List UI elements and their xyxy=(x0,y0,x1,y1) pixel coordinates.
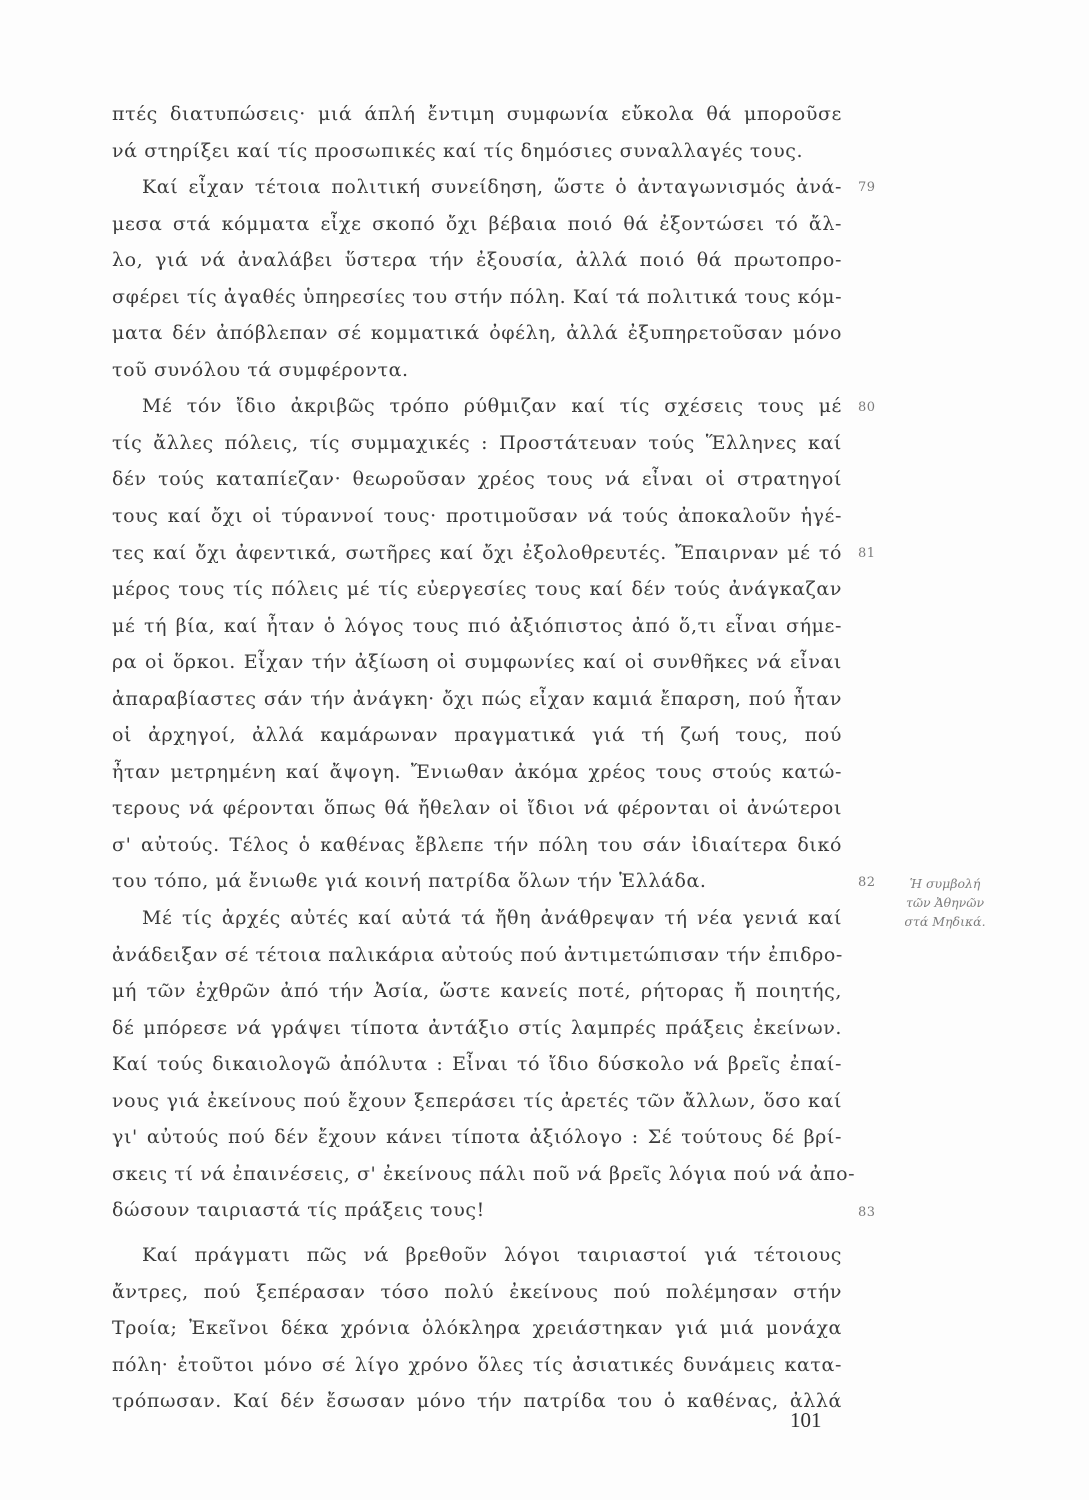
text-line: νους γιά ἐκείνους πού ἔχουν ξεπεράσει τίς ἀρετές τῶν ἄλλων, ὅσο καί xyxy=(112,1089,842,1112)
text-line: Καί πράγματι πῶς νά βρεθοῦν λόγοι ταιριαστοί γιά τέτοιους xyxy=(142,1243,842,1266)
text-line: Τροία; Ἐκεῖνοι δέκα χρόνια ὁλόκληρα χρειάστηκαν γιά μιά μονάχα xyxy=(112,1317,842,1340)
text-line: μέ τή βία, καί ἦταν ὁ λόγος τους πιό ἀξιόπιστος ἀπό ὅ,τι εἶναι σήμε- xyxy=(112,614,842,637)
margin-note-line: στά Μηδικά. xyxy=(904,914,986,929)
text-line: Μέ τόν ἴδιο ἀκριβῶς τρόπο ρύθμιζαν καί τίς σχέσεις τους μέ xyxy=(142,395,842,418)
text-line: οἱ ἀρχηγοί, ἀλλά καμάρωναν πραγματικά γιά τή ζωή τους, πού xyxy=(112,724,842,747)
text-line: τοῦ συνόλου τά συμφέροντα. xyxy=(112,358,409,381)
text-line: πόλη· ἐτοῦτοι μόνο σέ λίγο χρόνο ὅλες τίς ἀσιατικές δυνάμεις κατα- xyxy=(112,1353,842,1376)
text-line: Καί τούς δικαιολογῶ ἀπόλυτα : Εἶναι τό ἴδιο δύσκολο νά βρεῖς ἐπαί- xyxy=(112,1053,842,1076)
text-line: δέν τούς καταπίεζαν· θεωροῦσαν χρέος τους νά εἶναι οἱ στρατηγοί xyxy=(112,468,842,491)
text-line: τους καί ὄχι οἱ τύραννοί τους· προτιμοῦσαν νά τούς ἀποκαλοῦν ἡγέ- xyxy=(112,505,842,528)
text-line: του τόπο, μά ἔνιωθε γιά κοινή πατρίδα ὅλων τήν Ἑλλάδα. xyxy=(112,870,707,893)
marginal-number-83: 83 xyxy=(858,1205,876,1220)
text-line: Μέ τίς ἀρχές αὐτές καί αὐτά τά ἤθη ἀνάθρεψαν τή νέα γενιά καί xyxy=(142,907,842,930)
text-line: ἀνάδειξαν σέ τέτοια παλικάρια αὐτούς πού ἀντιμετώπισαν τήν ἐπιδρο- xyxy=(112,943,843,966)
text-line: ματα δέν ἀπόβλεπαν σέ κομματικά ὀφέλη, ἀλλά ἐξυπηρετοῦσαν μόνο xyxy=(112,322,842,345)
margin-note xyxy=(860,874,1030,931)
text-line: σφέρει τίς ἀγαθές ὑπηρεσίες του στήν πόλη. Καί τά πολιτικά τους κόμ- xyxy=(112,285,843,308)
text-line: νά στηρίξει καί τίς προσωπικές καί τίς δημόσιες συναλλαγές τους. xyxy=(112,139,804,162)
text-line: τες καί ὄχι ἀφεντικά, σωτῆρες καί ὄχι ἐξολοθρευτές. Ἔπαιρναν μέ τό xyxy=(112,541,842,564)
marginal-number-82: 82 xyxy=(858,875,876,890)
text-line: ἦταν μετρημένη καί ἄψογη. Ἔνιωθαν ἀκόμα χρέος τους στούς κατώ- xyxy=(112,760,842,783)
text-line: δέ μπόρεσε νά γράψει τίποτα ἀντάξιο στίς λαμπρές πράξεις ἐκείνων. xyxy=(112,1016,842,1039)
text-line: μεσα στά κόμματα εἶχε σκοπό ὄχι βέβαια ποιό θά ἐξοντώσει τό ἄλ- xyxy=(112,212,842,235)
text-line: λο, γιά νά ἀναλάβει ὕστερα τήν ἐξουσία, ἀλλά ποιό θά πρωτοπρο- xyxy=(112,249,842,272)
text-line: τίς ἄλλες πόλεις, τίς συμμαχικές : Προστάτευαν τούς Ἕλληνες καί xyxy=(112,431,842,454)
margin-note-line: τῶν Ἀθηνῶν xyxy=(905,895,985,910)
text-line: μή τῶν ἐχθρῶν ἀπό τήν Ἀσία, ὥστε κανείς ποτέ, ρήτορας ἤ ποιητής, xyxy=(112,980,842,1003)
text-line: ρα οἱ ὅρκοι. Εἶχαν τήν ἀξίωση οἱ συμφωνίες καί οἱ συνθῆκες νά εἶναι xyxy=(112,651,842,674)
marginal-number-81: 81 xyxy=(858,546,876,561)
text-line: μέρος τους τίς πόλεις μέ τίς εὐεργεσίες τους καί δέν τούς ἀνάγκαζαν xyxy=(112,578,842,601)
marginal-number-79: 79 xyxy=(858,180,876,195)
text-line: σ' αὐτούς. Τέλος ὁ καθένας ἔβλεπε τήν πόλη του σάν ἰδιαίτερα δικό xyxy=(112,833,842,856)
main-text xyxy=(112,96,856,1420)
text-line: γι' αὐτούς πού δέν ἔχουν κάνει τίποτα ἀξιόλογο : Σέ τούτους δέ βρί- xyxy=(112,1126,842,1149)
margin-note-line: Ἡ συμβολή xyxy=(909,876,981,891)
text-line: σκεις τί νά ἐπαινέσεις, σ' ἐκείνους πάλι ποῦ νά βρεῖς λόγια πού νά ἀπο- xyxy=(112,1162,856,1185)
text-line: δώσουν ταιριαστά τίς πράξεις τους! xyxy=(112,1199,485,1222)
text-line: ἄντρες, πού ξεπέρασαν τόσο πολύ ἐκείνους πού πολέμησαν στήν xyxy=(112,1280,842,1303)
text-line: πτές διατυπώσεις· μιά άπλή ἔντιμη συμφωνία εὔκολα θά μποροῦσε xyxy=(112,103,842,125)
marginal-number-80: 80 xyxy=(858,400,876,415)
text-line: Καί εἶχαν τέτοια πολιτική συνείδηση, ὥστε ὁ ἀνταγωνισμός ἀνά- xyxy=(142,176,842,199)
text-line: τρόπωσαν. Καί δέν ἔσωσαν μόνο τήν πατρίδα του ὁ καθένας, ἀλλά xyxy=(112,1390,842,1413)
text-line: ἀπαραβίαστες σάν τήν ἀνάγκη· ὄχι πώς εἶχαν καμιά ἔπαρση, πού ἦταν xyxy=(112,687,842,710)
page-number: 101 xyxy=(790,1408,822,1432)
text-line: τερους νά φέρονται ὅπως θά ἤθελαν οἱ ἴδιοι νά φέρονται οἱ ἀνώτεροι xyxy=(112,797,842,820)
